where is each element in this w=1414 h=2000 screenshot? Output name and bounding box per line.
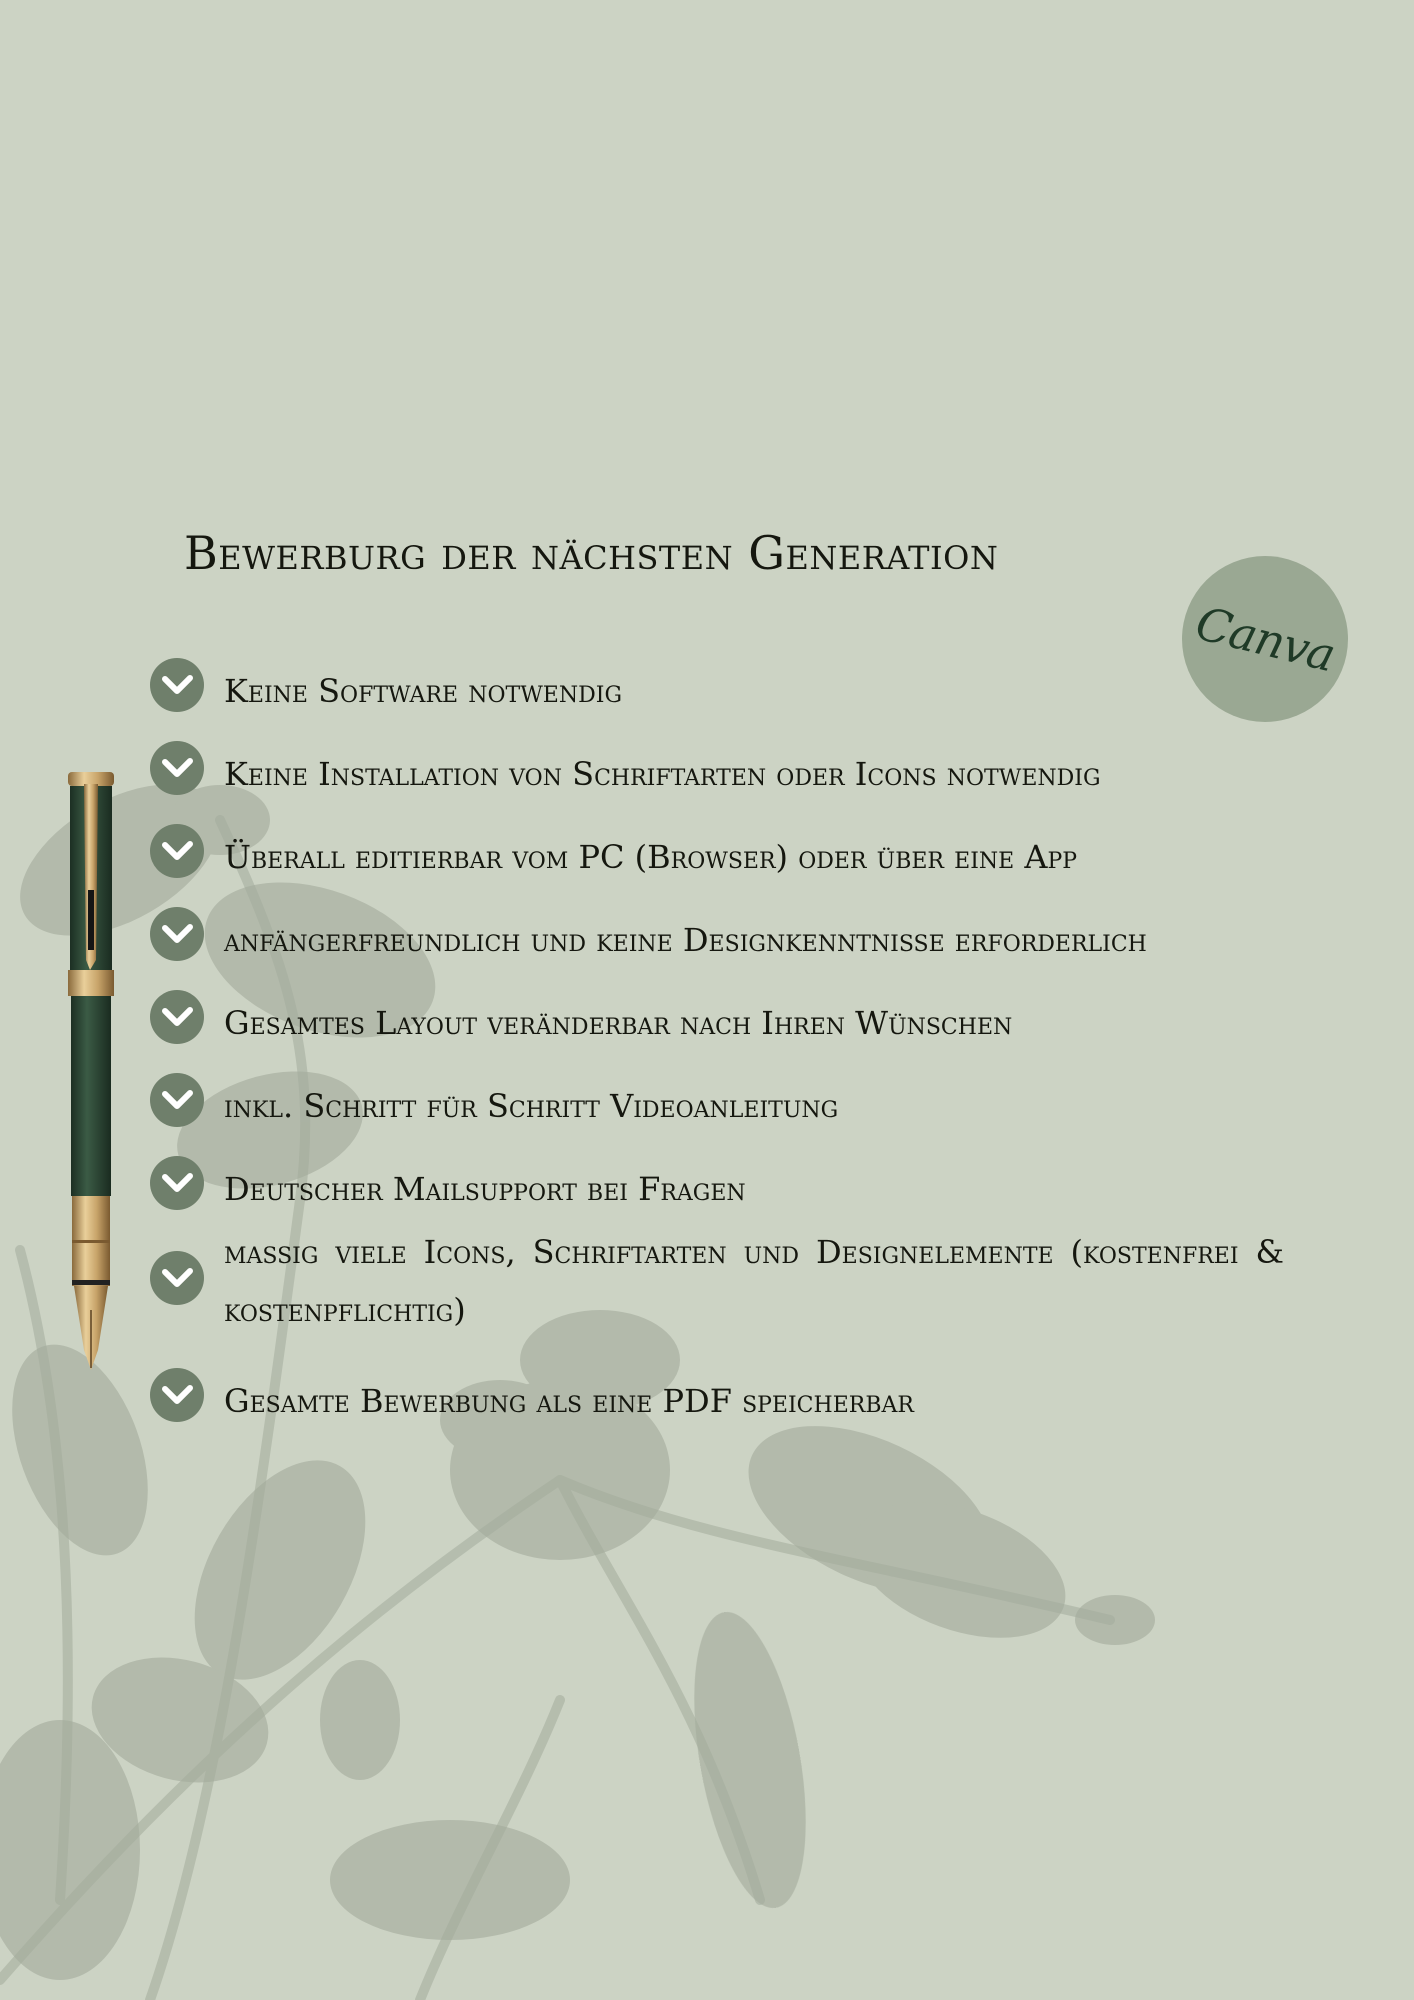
- check-icon: [150, 907, 204, 961]
- canva-logo: Canva: [1190, 595, 1340, 683]
- check-icon: [150, 824, 204, 878]
- feature-text: anfängerfreundlich und keine Designkenntnisse erforderlich: [224, 921, 1147, 959]
- check-icon: [150, 741, 204, 795]
- check-icon: [150, 1251, 204, 1305]
- check-icon: [150, 1368, 204, 1422]
- feature-text: Keine Installation von Schriftarten oder Icons notwendig: [224, 755, 1101, 793]
- fountain-pen-illustration: [62, 770, 122, 1372]
- page-title: Bewerburg der nächsten Generation: [184, 526, 999, 580]
- check-icon: [150, 1073, 204, 1127]
- feature-text: Deutscher Mailsupport bei Fragen: [224, 1170, 746, 1208]
- feature-text: Gesamtes Layout veränderbar nach Ihren Wünschen: [224, 1004, 1013, 1042]
- feature-text: Überall editierbar vom PC (Browser) oder über eine App: [224, 838, 1078, 876]
- check-icon: [150, 1156, 204, 1210]
- check-icon: [150, 658, 204, 712]
- feature-text: massig viele Icons, Schriftarten und Designelemente (kostenfrei & kostenpflichtig): [224, 1233, 1284, 1329]
- feature-text: inkl. Schritt für Schritt Videoanleitung: [224, 1087, 839, 1125]
- feature-text: Gesamte Bewerbung als eine PDF speicherbar: [224, 1382, 914, 1420]
- feature-text: Keine Software notwendig: [224, 672, 623, 710]
- check-icon: [150, 990, 204, 1044]
